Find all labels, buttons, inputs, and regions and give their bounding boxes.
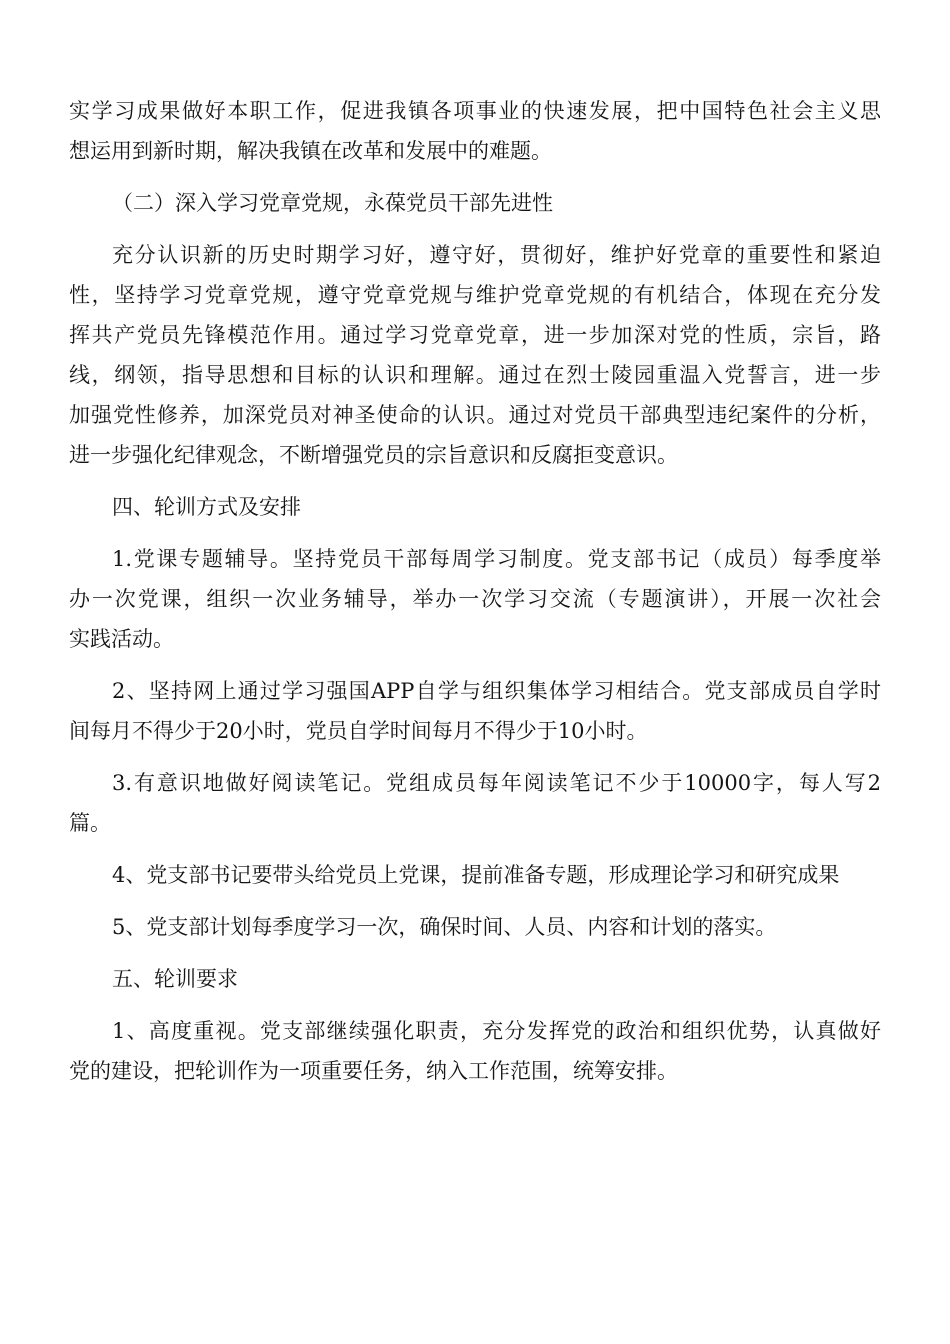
text-line: 加强党性修养，加深党员对神圣使命的认识。通过对党员干部典型违纪案件的分析， [69, 403, 881, 427]
text-line: 实学习成果做好本职工作，促进我镇各项事业的快速发展，把中国特色社会主义思 [69, 99, 881, 123]
text-line: 1.党课专题辅导。坚持党员干部每周学习制度。党支部书记（成员）每季度举 [112, 547, 881, 571]
text-line: 充分认识新的历史时期学习好，遵守好，贯彻好，维护好党章的重要性和紧迫 [112, 243, 881, 267]
text-line: 实践活动。 [69, 627, 174, 651]
paragraph-party-constitution [69, 235, 881, 475]
requirement-item-1 [69, 1011, 881, 1091]
text-line: 线，纲领，指导思想和目标的认识和理解。通过在烈士陵园重温入党誓言，进一步 [69, 363, 881, 387]
paragraph-continuation [69, 91, 881, 171]
text-line: 党的建设，把轮训作为一项重要任务，纳入工作范围，统筹安排。 [69, 1059, 678, 1083]
document-body [69, 91, 881, 1103]
section-heading-4: 四、轮训方式及安排 [112, 495, 301, 519]
list-item-4 [69, 855, 881, 895]
text-line: 间每月不得少于20小时，党员自学时间每月不得少于10小时。 [69, 719, 648, 743]
list-item-3 [69, 763, 881, 843]
list-item-5 [69, 907, 881, 947]
list-item-1 [69, 539, 881, 659]
text-line: 性，坚持学习党章党规，遵守党章党规与维护党章党规的有机结合，体现在充分发 [69, 283, 881, 307]
text-line: 办一次党课，组织一次业务辅导，举办一次学习交流（专题演讲），开展一次社会 [69, 587, 881, 611]
text-line: 4、党支部书记要带头给党员上党课，提前准备专题，形成理论学习和研究成果 [112, 863, 840, 887]
text-line: 进一步强化纪律观念，不断增强党员的宗旨意识和反腐拒变意识。 [69, 443, 678, 467]
text-line: 5、党支部计划每季度学习一次，确保时间、人员、内容和计划的落实。 [112, 915, 777, 939]
subheading-2: （二）深入学习党章党规，永葆党员干部先进性 [112, 191, 553, 215]
text-line: 3.有意识地做好阅读笔记。党组成员每年阅读笔记不少于10000字，每人写2 [112, 771, 881, 795]
text-line: 想运用到新时期，解决我镇在改革和发展中的难题。 [69, 139, 552, 163]
section-heading-5: 五、轮训要求 [112, 967, 238, 991]
text-line: 2、坚持网上通过学习强国APP自学与组织集体学习相结合。党支部成员自学时 [112, 679, 881, 703]
list-item-2 [69, 671, 881, 751]
text-line: 篇。 [69, 811, 111, 835]
text-line: 挥共产党员先锋模范作用。通过学习党章党章，进一步加深对党的性质，宗旨，路 [69, 323, 881, 347]
text-line: 1、高度重视。党支部继续强化职责，充分发挥党的政治和组织优势，认真做好 [112, 1019, 881, 1043]
